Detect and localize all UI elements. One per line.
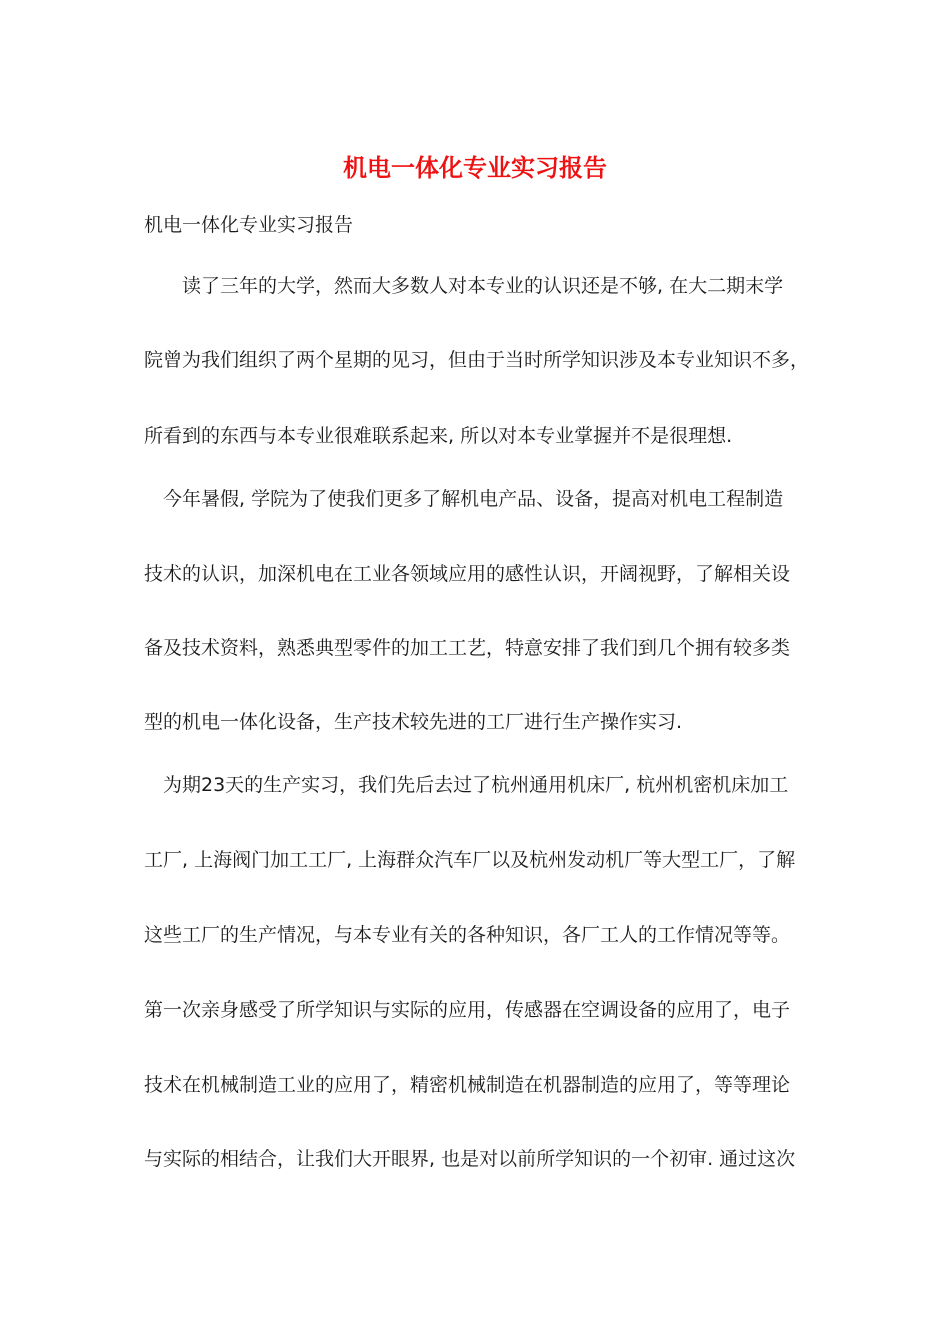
paragraph-line: 为期23天的生产实习，我们先后去过了杭州通用机床厂, 杭州机密机床加工	[144, 774, 789, 796]
paragraph-line: 技术在机械制造工业的应用了，精密机械制造在机器制造的应用了，等等理论	[144, 1074, 791, 1096]
paragraph-line: 今年暑假, 学院为了使我们更多了解机电产品、设备，提高对机电工程制造	[144, 488, 784, 510]
paragraph-line: 技术的认识，加深机电在工业各领域应用的感性认识，开阔视野，了解相关设	[144, 563, 791, 585]
paragraph-line: 院曾为我们组织了两个星期的见习，但由于当时所学知识涉及本专业知识不多，	[144, 349, 810, 371]
paragraph-line: 所看到的东西与本专业很难联系起来, 所以对本专业掌握并不是很理想.	[144, 425, 733, 447]
paragraph-line: 型的机电一体化设备，生产技术较先进的工厂进行生产操作实习.	[144, 711, 683, 733]
paragraph-line: 与实际的相结合，让我们大开眼界, 也是对以前所学知识的一个初审. 通过这次	[144, 1148, 796, 1170]
document-title: 机电一体化专业实习报告	[343, 153, 607, 182]
paragraph-line: 备及技术资料，熟悉典型零件的加工工艺，特意安排了我们到几个拥有较多类	[144, 637, 791, 659]
paragraph-line: 这些工厂的生产情况，与本专业有关的各种知识，各厂工人的工作情况等等。	[144, 924, 791, 946]
paragraph-line: 第一次亲身感受了所学知识与实际的应用，传感器在空调设备的应用了，电子	[144, 999, 791, 1021]
paragraph-line: 工厂, 上海阀门加工工厂, 上海群众汽车厂以及杭州发动机厂等大型工厂，了解	[144, 849, 796, 871]
paragraph-line: 读了三年的大学，然而大多数人对本专业的认识还是不够, 在大二期末学	[144, 275, 784, 297]
document-subtitle: 机电一体化专业实习报告	[144, 214, 354, 236]
